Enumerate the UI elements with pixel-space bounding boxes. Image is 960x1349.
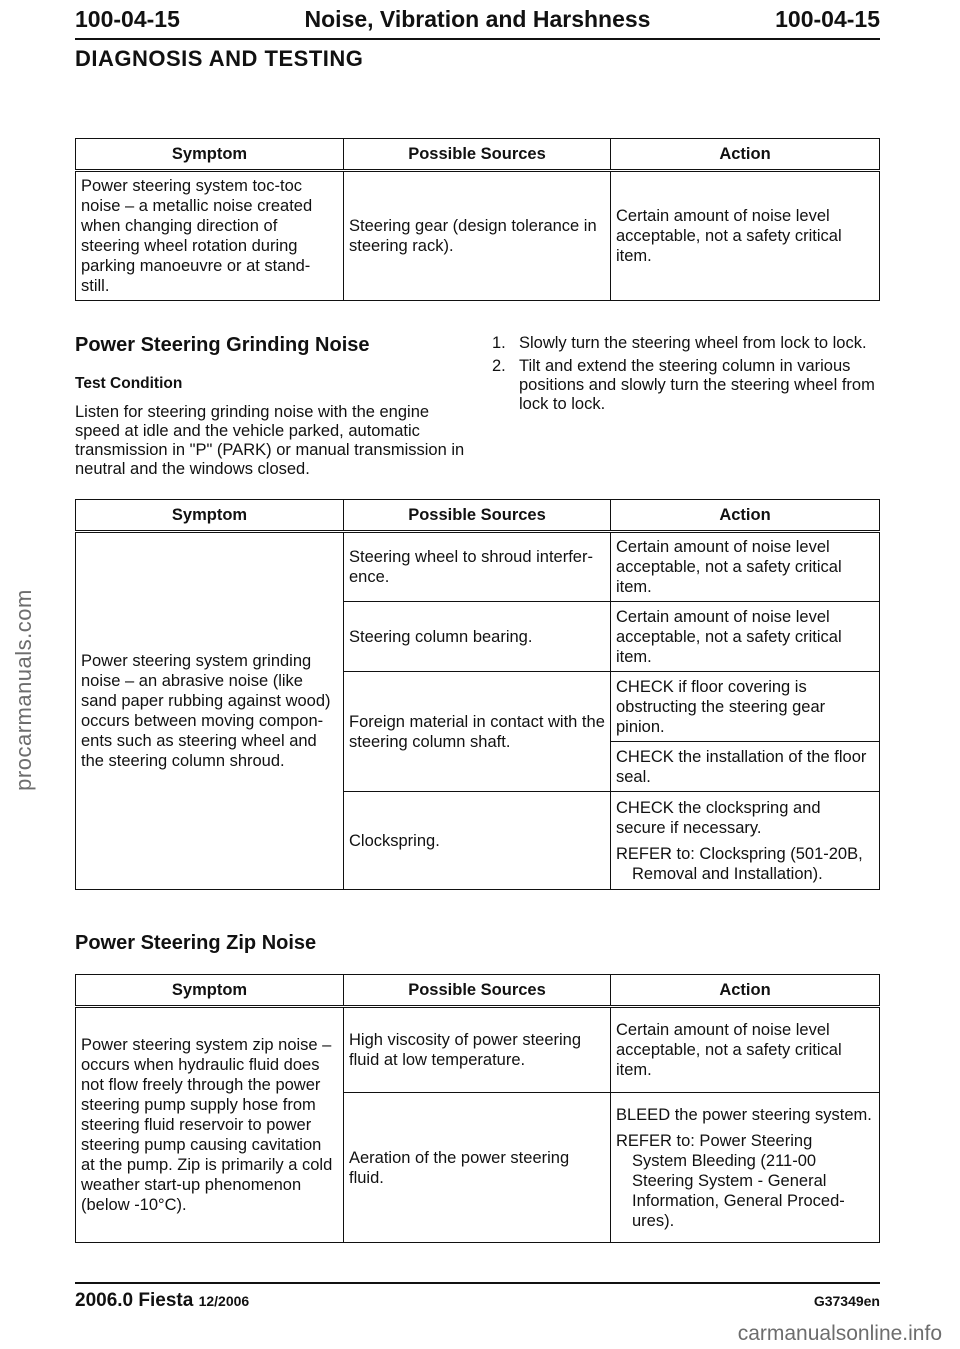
sources-header: Possible Sources xyxy=(344,500,611,532)
page-title: Noise, Vibration and Harshness xyxy=(304,6,651,32)
test-condition-text: Listen for steering grinding noise with the engine speed at idle and the vehicle parked, automatic transmission in "P" (PARK) or manual transmission in neutral and the windows closed. xyxy=(75,403,465,478)
page-number-right: 100-04-15 xyxy=(775,6,880,32)
page-footer xyxy=(75,1282,880,1314)
test-condition-label: Test Condition xyxy=(75,375,183,392)
footer-model: 2006.0 Fiesta 12/2006 xyxy=(75,1290,250,1311)
source-cell: Foreign material in contact with the steering column shaft. xyxy=(344,672,611,792)
symptom-cell: Power steering system grinding noise – an abrasive noise (like sand paper rubbing against wood) occurs between moving compon-ents such as steering wheel and the steering column shroud. xyxy=(76,532,344,890)
zip-noise-table xyxy=(75,974,880,1243)
source-cell: Steering gear (design tolerance in steering rack). xyxy=(344,171,611,301)
symptom-cell: Power steering system toc-toc noise – a metallic noise created when changing direction of steering wheel rotation during parking manoeuvre or at stand-still. xyxy=(76,171,344,301)
side-watermark: procarmanuals.com xyxy=(11,589,36,791)
bottom-watermark: carmanualsonline.info xyxy=(737,1322,942,1345)
symptom-header: Symptom xyxy=(76,975,344,1007)
action-header: Action xyxy=(611,975,880,1007)
page-header xyxy=(75,4,880,40)
action-cell: CHECK if floor covering is obstructing the steering gear pinion. xyxy=(611,672,880,742)
action-cell: CHECK the clockspring and secure if necessary. REFER to: Clockspring (501-20B, Removal and Installation). xyxy=(611,792,880,890)
symptom-cell: Power steering system zip noise – occurs when hydraulic fluid does not flow freely through the power steering pump supply hose from steering fluid reservoir to power steering pump causing cavitation at the pump. Zip is primarily a cold weather start-up phenomenon (below -10°C). xyxy=(76,1007,344,1243)
footer-code: G37349en xyxy=(813,1293,880,1309)
action-cell: Certain amount of noise level acceptable, not a safety critical item. xyxy=(611,1007,880,1093)
action-cell: BLEED the power steering system. REFER to: Power Steering System Bleeding (211-00 Steering System - General Information, General Proced-ures). xyxy=(611,1093,880,1243)
source-cell: Aeration of the power steering fluid. xyxy=(344,1093,611,1243)
action-cell: CHECK the installation of the floor seal. xyxy=(611,742,880,792)
action-cell: Certain amount of noise level acceptable, not a safety critical item. xyxy=(611,602,880,672)
symptom-header: Symptom xyxy=(76,139,344,171)
step-item: 1. Slowly turn the steering wheel from lock to lock. xyxy=(492,334,867,352)
action-header: Action xyxy=(611,500,880,532)
section-title: DIAGNOSIS AND TESTING xyxy=(75,46,364,71)
grinding-steps xyxy=(492,334,887,418)
source-cell: Steering wheel to shroud interfer-ence. xyxy=(344,532,611,602)
sources-header: Possible Sources xyxy=(344,975,611,1007)
action-cell: Certain amount of noise level acceptable, not a safety critical item. xyxy=(611,532,880,602)
page-number-left: 100-04-15 xyxy=(75,6,180,32)
zip-noise-heading: Power Steering Zip Noise xyxy=(75,932,317,954)
action-header: Action xyxy=(611,139,880,171)
toc-toc-noise-table xyxy=(75,138,880,301)
action-cell: Certain amount of noise level acceptable, not a safety critical item. xyxy=(611,171,880,301)
source-cell: High viscosity of power steering fluid at low temperature. xyxy=(344,1007,611,1093)
symptom-header: Symptom xyxy=(76,500,344,532)
step-item: 2. Tilt and extend the steering column in various positions and slowly turn the steering wheel from lock to lock. xyxy=(492,357,875,413)
source-cell: Clockspring. xyxy=(344,792,611,890)
source-cell: Steering column bearing. xyxy=(344,602,611,672)
sources-header: Possible Sources xyxy=(344,139,611,171)
grinding-noise-heading: Power Steering Grinding Noise xyxy=(75,334,370,356)
grinding-noise-table xyxy=(75,499,880,890)
